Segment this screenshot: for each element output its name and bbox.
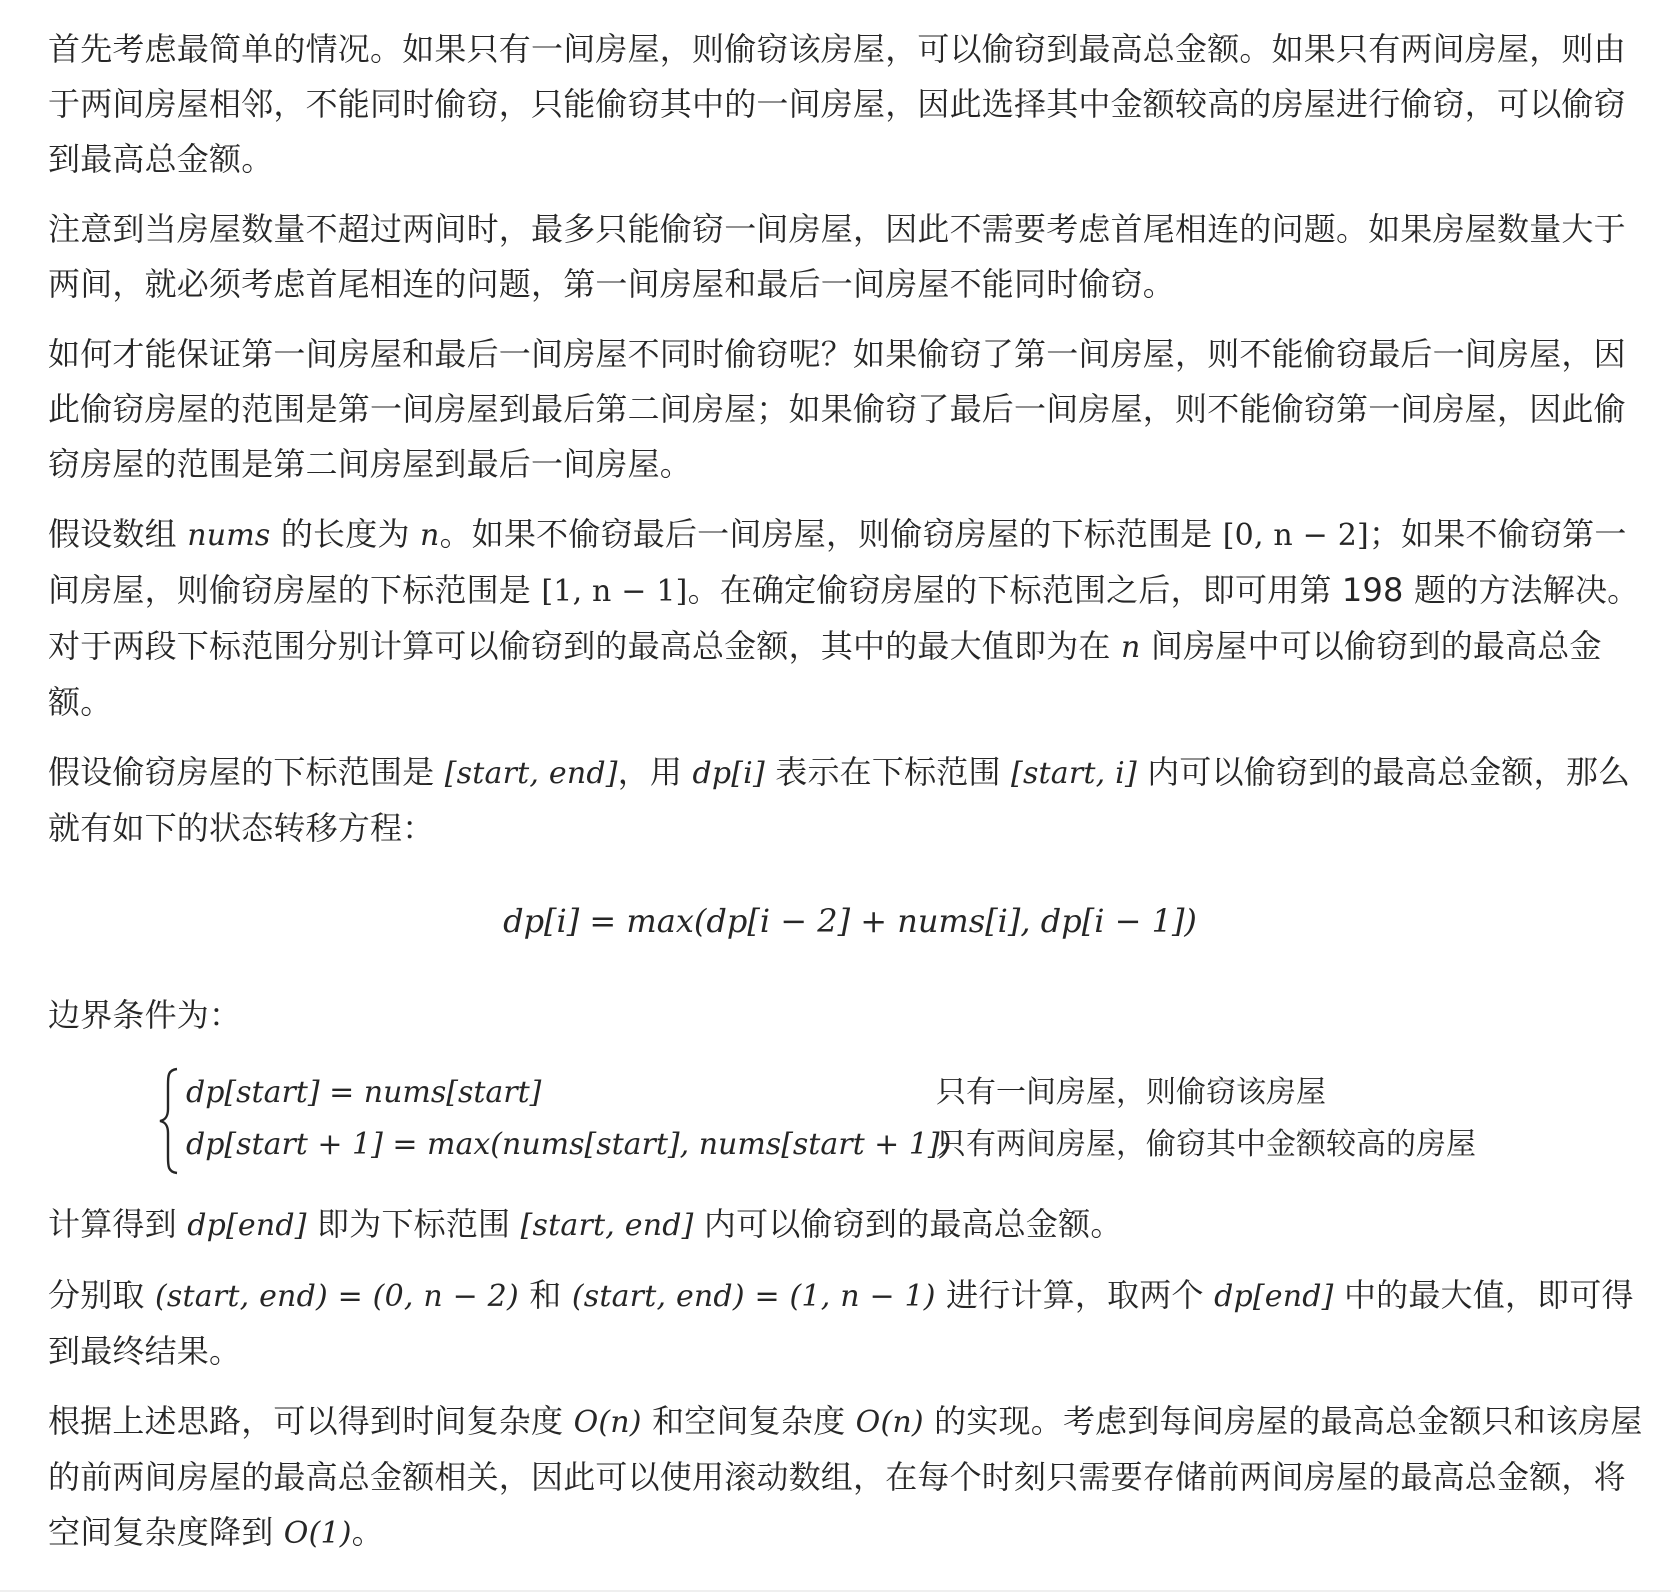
text: 内可以偷窃到的最高总金额，那么就有如下的状态转移方程：: [48, 753, 1631, 847]
text: 计算得到: [48, 1205, 188, 1243]
text: 和空间复杂度: [641, 1402, 856, 1440]
paragraph-dp-definition: [48, 745, 1652, 856]
math-inline: O(1): [283, 1516, 352, 1551]
math-inline: O(n): [573, 1405, 642, 1440]
math-inline: [start, end]: [444, 756, 618, 791]
text: 间房屋中可以偷窃到的最高总金额。: [48, 627, 1602, 721]
math-inline: dp[end]: [187, 1208, 307, 1243]
math-inline: [1, n − 1]: [541, 574, 688, 609]
text: 。在确定偷窃房屋的下标范围之后，即可用第 198 题的方法解决。对于两段下标范围分别计算可以偷窃到的最高总金额，其中的最大值即为在: [48, 571, 1640, 665]
transition-equation: dp[i] = max(dp[i − 2] + nums[i], dp[i − 1]): [503, 902, 1197, 940]
math-inline: O(n): [855, 1405, 924, 1440]
text: 根据上述思路，可以得到时间复杂度: [48, 1402, 574, 1440]
paragraph-circular-note: 注意到当房屋数量不超过两间时，最多只能偷窃一间房屋，因此不需要考虑首尾相连的问题。如果房屋数量大于两间，就必须考虑首尾相连的问题，第一间房屋和最后一间房屋不能同时偷窃。: [48, 210, 1626, 303]
text: 假设数组: [48, 515, 188, 553]
math-inline: dp[end]: [1214, 1279, 1334, 1314]
math-inline: [start, i]: [1011, 756, 1137, 791]
paragraph-simple-cases: 首先考虑最简单的情况。如果只有一间房屋，则偷窃该房屋，可以偷窃到最高总金额。如果只有两间房屋，则由于两间房屋相邻，不能同时偷窃，只能偷窃其中的一间房屋，因此选择其中金额较高的房屋进行偷窃，可以偷窃到最高总金额。: [48, 30, 1626, 178]
text: 即为下标范围: [306, 1205, 521, 1243]
text: 假设偷窃房屋的下标范围是: [48, 753, 445, 791]
divider: [0, 1590, 1671, 1592]
text: ，用: [617, 753, 693, 791]
math-inline: n: [1120, 630, 1141, 665]
case-note: 只有两间房屋，偷窃其中金额较高的房屋: [936, 1127, 1476, 1162]
left-brace-icon: [158, 1067, 180, 1175]
text: ；如果不偷窃第一间房屋，则偷窃房屋的下标范围是: [48, 515, 1627, 609]
case-expression: dp[start] = nums[start]: [186, 1075, 542, 1110]
text: 。: [351, 1513, 384, 1551]
text: 。如果不偷窃最后一间房屋，则偷窃房屋的下标范围是: [439, 515, 1223, 553]
math-inline: nums: [187, 518, 271, 553]
paragraph-final-answer: [48, 1268, 1652, 1379]
paragraph-range-split: 如何才能保证第一间房屋和最后一间房屋不同时偷窃呢？如果偷窃了第一间房屋，则不能偷窃最后一间房屋，因此偷窃房屋的范围是第一间房屋到最后第二间房屋；如果偷窃了最后一间房屋，则不能偷窃第一间房屋，因此偷窃房屋的范围是第二间房屋到最后一间房屋。: [48, 335, 1626, 483]
text: 内可以偷窃到的最高总金额。: [693, 1205, 1123, 1243]
article-body: [48, 22, 1652, 1576]
math-inline: dp[i]: [692, 756, 765, 791]
text: 表示在下标范围: [764, 753, 1012, 791]
paragraph-result: [48, 1197, 1652, 1253]
math-inline: (start, end) = (0, n − 2): [154, 1279, 519, 1314]
math-inline: [start, end]: [520, 1208, 694, 1243]
text: 的长度为: [270, 515, 421, 553]
paragraph-complexity: [48, 1394, 1652, 1561]
text: 中的最大值，即可得到最终结果。: [48, 1276, 1634, 1370]
text: 的实现。考虑到每间房屋的最高总金额只和该房屋的前两间房屋的最高总金额相关，因此可以使用滚动数组，在每个时刻只需要存储前两间房屋的最高总金额，将空间复杂度降到: [48, 1402, 1643, 1551]
boundary-cases: [158, 1067, 1652, 1175]
case-expression: dp[start + 1] = max(nums[start], nums[start + 1]): [186, 1127, 952, 1162]
text: 分别取: [48, 1276, 155, 1314]
text: 进行计算，取两个: [935, 1276, 1215, 1314]
math-inline: n: [420, 518, 440, 553]
math-inline: [0, n − 2]: [1222, 518, 1369, 553]
math-inline: (start, end) = (1, n − 1): [571, 1279, 936, 1314]
paragraph-index-ranges: [48, 507, 1652, 730]
case-note: 只有一间房屋，则偷窃该房屋: [936, 1075, 1326, 1110]
text: 和: [518, 1276, 572, 1314]
paragraph-boundary-label: 边界条件为：: [48, 996, 242, 1034]
